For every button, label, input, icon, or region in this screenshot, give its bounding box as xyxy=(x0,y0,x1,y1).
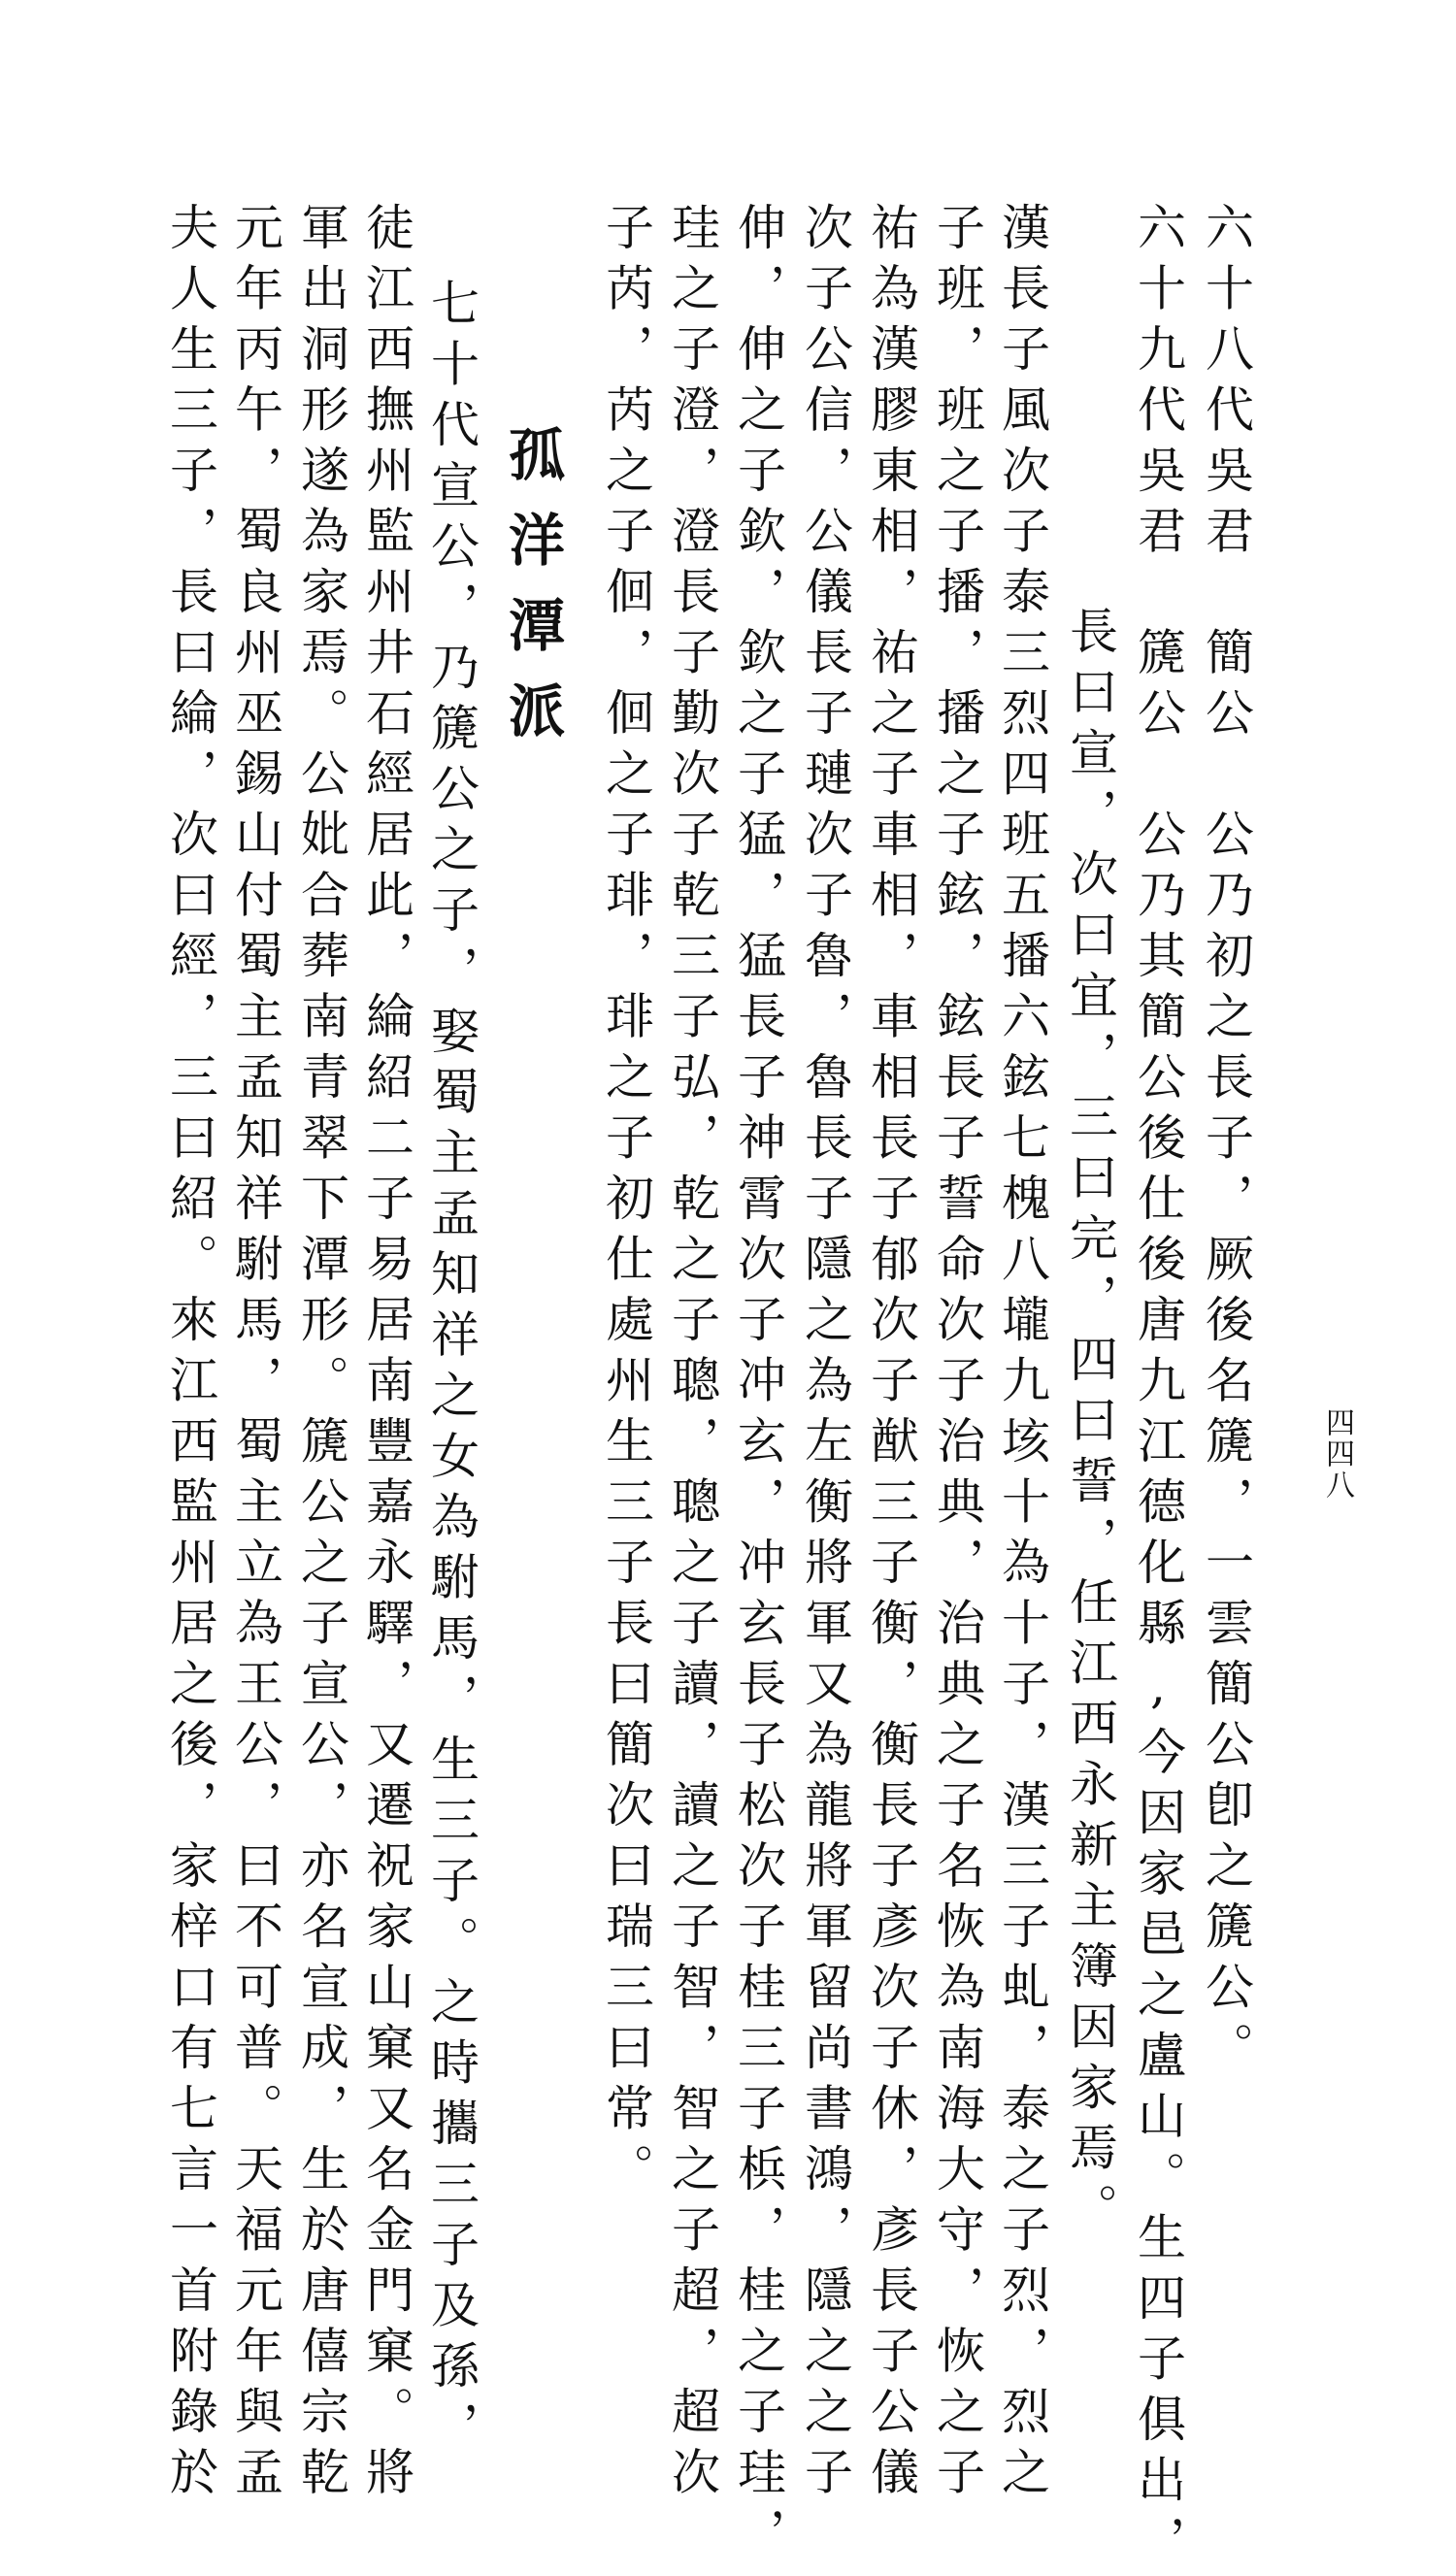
text-column-15: 夫人生三子，長曰綸，次曰經，三曰紹。來江西監州居之後，家梓口有七言一首附錄於 xyxy=(162,202,218,2507)
text-column-9: 珪之子澄，澄長子勤次子乾三子弘，乾之子聰，聰之子讀，讀之子智，智之子超，超次 xyxy=(664,202,720,2507)
text-column-11: 七十代宣公，乃篪公之子，娶蜀主孟知祥之女為駙馬，生三子。之時攜三子及孫， xyxy=(423,278,480,2461)
text-column-2: 六十九代吳君 篪公 公乃其簡公後仕後唐九江德化縣,今因家邑之盧山。生四子俱出， xyxy=(1130,202,1186,2576)
text-column-3: 長曰宣，次曰宜，三曰完，四曰誓，任江西永新主簿因家焉。 xyxy=(1062,606,1118,2244)
text-column-8: 伸，伸之子欽，欽之子猛，猛長子神霄次子冲玄，冲玄長子松次子桂三子梹，桂之子珪， xyxy=(730,202,786,2568)
text-column-13: 軍出洞形遂為家焉。公妣合葬南青翠下潭形。篪公之子宣公，亦名宣成，生於唐僖宗乾 xyxy=(293,202,349,2507)
text-column-1: 六十八代吳君 簡公 公乃初之長子，厥後名篪，一雲簡公卽之篪公。 xyxy=(1198,202,1254,2083)
text-column-14: 元年丙午，蜀良州巫錫山付蜀主孟知祥駙馬，蜀主立為王公，曰不可普。天福元年與孟 xyxy=(227,202,283,2507)
text-column-5: 子班，班之子播，播之子鉉，鉉長子誓命次子治典，治典之子名恢為南海大守，恢之子 xyxy=(929,202,985,2507)
text-column-12: 徒江西撫州監州井石經居此，綸紹二子易居南豐嘉永驛，又遷祝家山窠又名金門窠。將 xyxy=(358,202,414,2507)
section-title: 孤洋潭派 xyxy=(499,425,565,767)
text-column-6: 祐為漢膠東相，祐之子車相，車相長子郁次子猷三子衡，衡長子彥次子休，彥長子公儀 xyxy=(863,202,919,2507)
page-number: 四四八 xyxy=(1320,1407,1354,1501)
text-column-4: 漢長子風次子泰三烈四班五播六鉉七槐八壠九垓十為十子，漢三子虬，泰之子烈，烈之 xyxy=(994,202,1050,2507)
text-column-7: 次子公信，公儀長子璉次子魯，魯長子隱之為左衡將軍又為龍將軍留尚書鴻，隱之之子 xyxy=(797,202,853,2507)
text-column-10: 子芮，芮之子佪，佪之子琲，琲之子初仕處州生三子長曰簡次曰瑞三曰常。 xyxy=(598,202,654,2204)
